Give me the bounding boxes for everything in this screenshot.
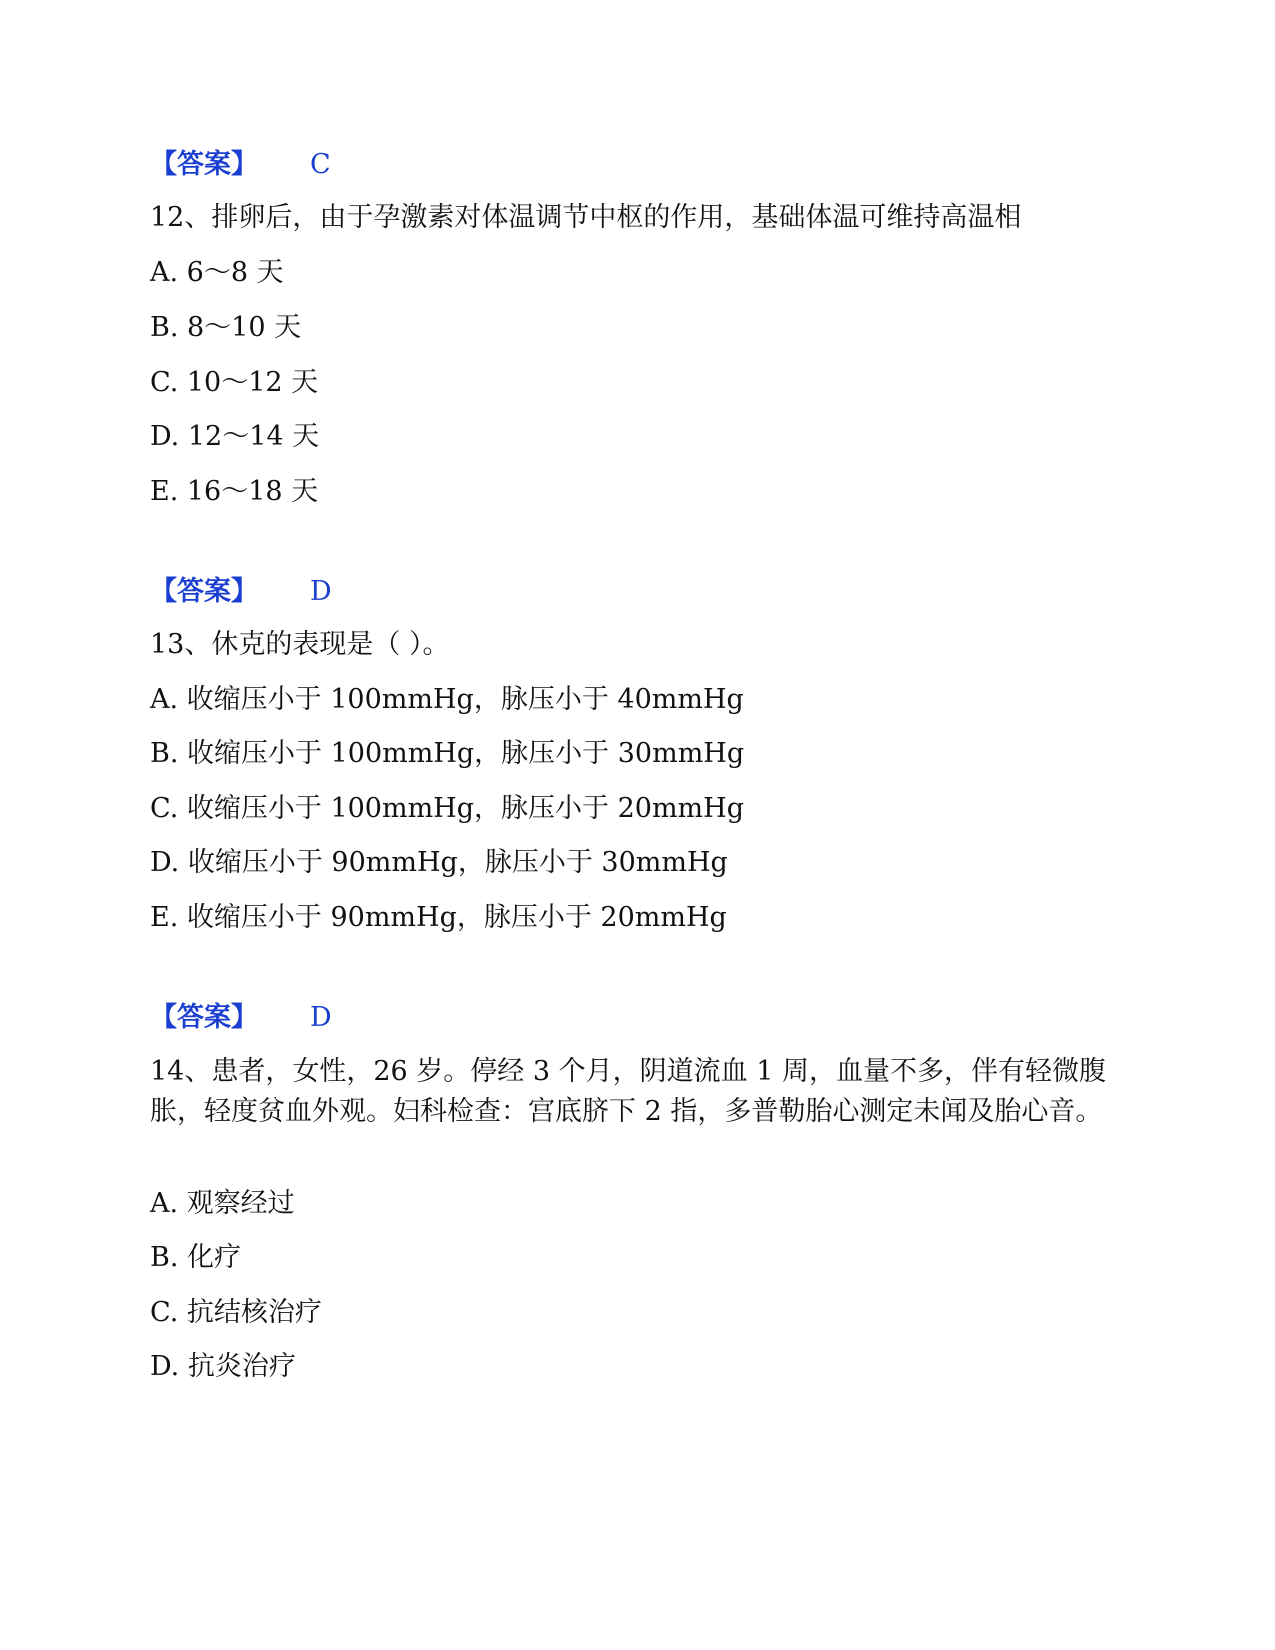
q12-option-d: D. 12～14 天 [150, 421, 320, 452]
q13-option-e: E. 收缩压小于 90mmHg，脉压小于 20mmHg [150, 902, 727, 933]
answer-label: 【答案】 [150, 576, 258, 607]
question-12: 12、排卵后，由于孕激素对体温调节中枢的作用，基础体温可维持高温相 [150, 202, 1022, 233]
answer-value: D [310, 1002, 332, 1033]
answer-value: D [310, 576, 332, 607]
answer-line [150, 998, 332, 1038]
question-13: 13、休克的表现是（ ）。 [150, 629, 450, 660]
q13-option-d: D. 收缩压小于 90mmHg，脉压小于 30mmHg [150, 847, 728, 878]
question-14: 14、患者，女性，26 岁。停经 3 个月，阴道流血 1 周，血量不多，伴有轻微腹胀，轻度贫血外观。妇科检查：宫底脐下 2 指，多普勒胎心测定未闻及胎心音。 [150, 1056, 1106, 1127]
answer-label: 【答案】 [150, 1002, 258, 1033]
q12-option-b: B. 8～10 天 [150, 312, 302, 343]
q12-option-c: C. 10～12 天 [150, 367, 319, 398]
q14-option-b: B. 化疗 [150, 1242, 242, 1273]
answer-label: 【答案】 [150, 149, 258, 180]
q12-option-e: E. 16～18 天 [150, 476, 319, 507]
q13-option-c: C. 收缩压小于 100mmHg，脉压小于 20mmHg [150, 793, 744, 824]
q14-option-d: D. 抗炎治疗 [150, 1351, 296, 1382]
q14-option-a: A. 观察经过 [150, 1188, 295, 1219]
q13-option-a: A. 收缩压小于 100mmHg，脉压小于 40mmHg [150, 684, 744, 715]
q12-option-a: A. 6～8 天 [150, 257, 284, 288]
answer-value: C [310, 149, 331, 180]
answer-line [150, 572, 332, 612]
answer-line [150, 145, 331, 185]
q14-option-c: C. 抗结核治疗 [150, 1297, 322, 1328]
q13-option-b: B. 收缩压小于 100mmHg，脉压小于 30mmHg [150, 738, 745, 769]
